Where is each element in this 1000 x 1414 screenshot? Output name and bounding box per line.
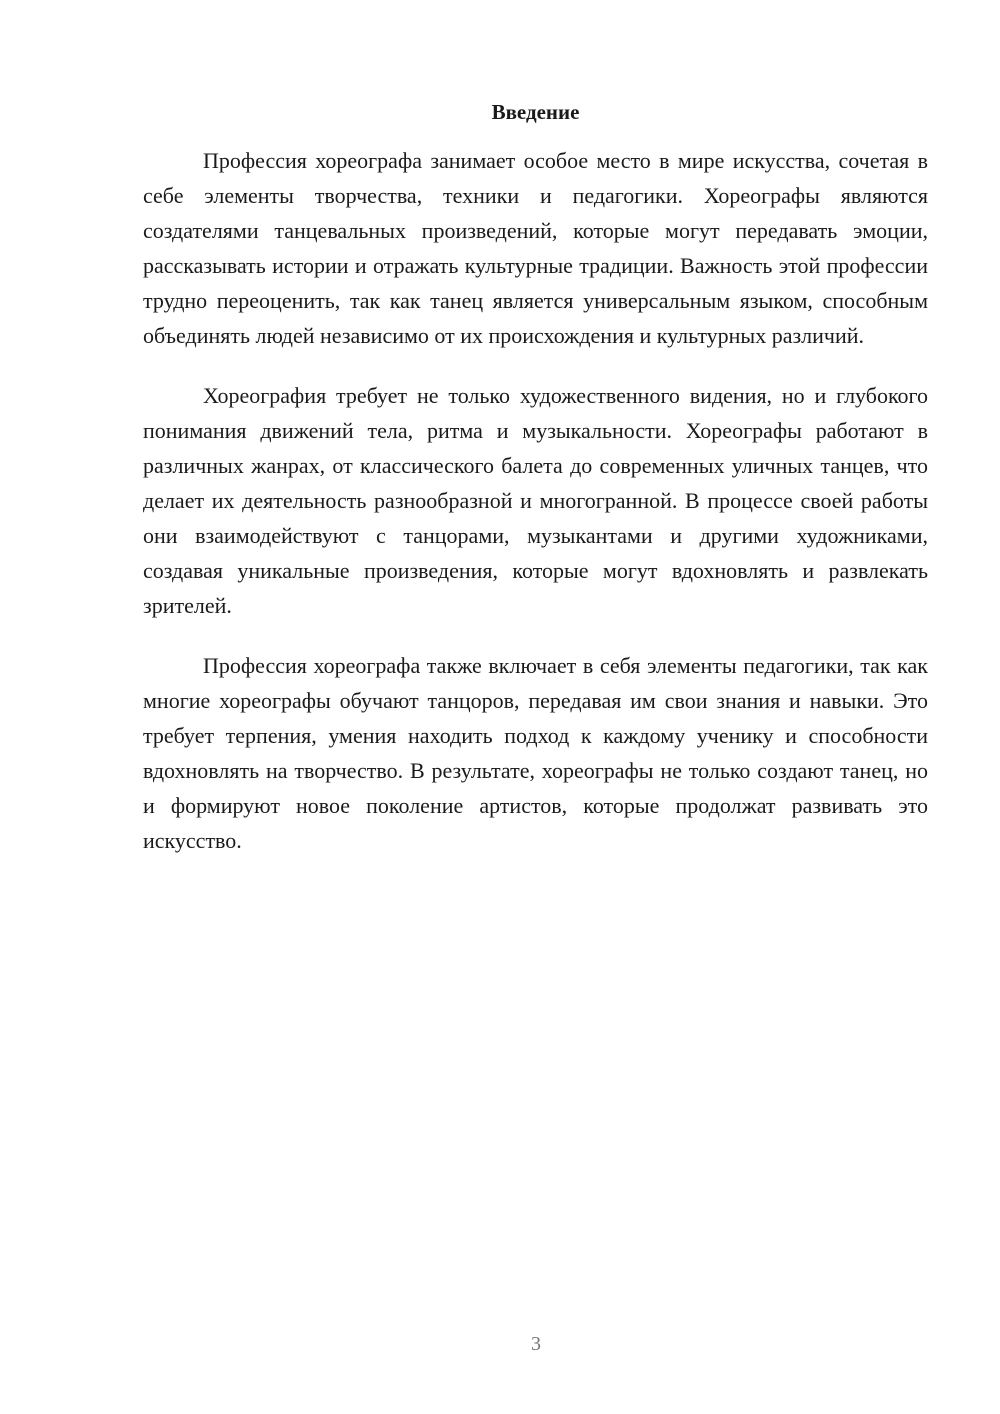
paragraph-2: Хореография требует не только художественного видения, но и глубокого понимания движений тела, ритма и музыкальности. Хореографы работают в различных жанрах, от классического балета до современных уличных танцев, что делает их деятельность разнообразной и многогранной. В процессе своей работы они взаимодействуют с танцорами, музыкантами и другими художниками, создавая уникальные произведения, которые могут вдохновлять и развлекать зрителей. (143, 383, 928, 618)
paragraph-3: Профессия хореографа также включает в себя элементы педагогики, так как многие хореографы обучают танцоров, передавая им свои знания и навыки. Это требует терпения, умения находить подход к каждому ученику и способности вдохновлять на творчество. В результате, хореографы не только создают танец, но и формируют новое поколение артистов, которые продолжат развивать это искусство. (143, 653, 928, 853)
body-text (143, 143, 928, 883)
paragraph-1: Профессия хореографа занимает особое место в мире искусства, сочетая в себе элементы творчества, техники и педагогики. Хореографы являются создателями танцевальных произведений, которые могут передавать эмоции, рассказывать истории и отражать культурные традиции. Важность этой профессии трудно переоценить, так как танец является универсальным языком, способным объединять людей независимо от их происхождения и культурных различий. (143, 148, 928, 348)
section-heading: Введение (491, 100, 580, 124)
page-number: 3 (531, 1333, 541, 1355)
